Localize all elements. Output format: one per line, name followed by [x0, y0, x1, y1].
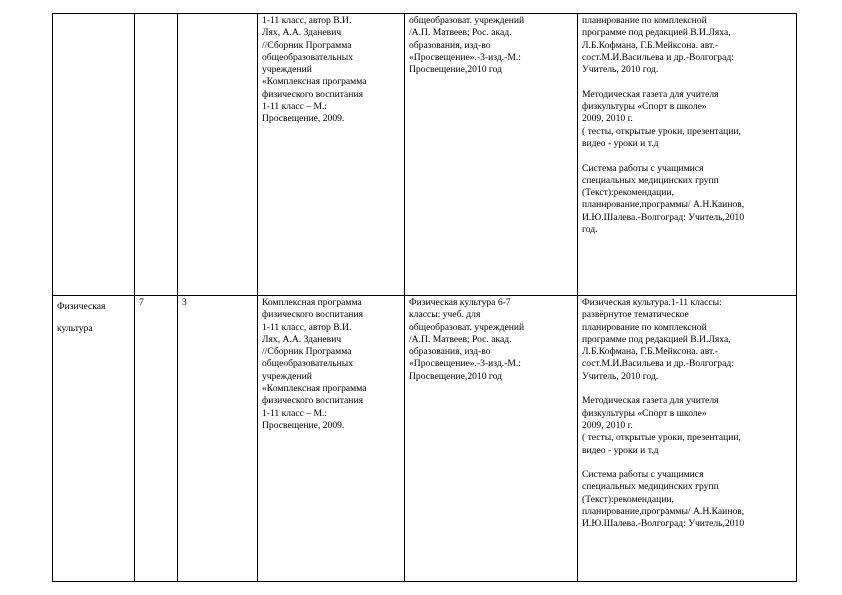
grade-value: 7 [139, 297, 144, 308]
materials-line: Система работы с учащимися [582, 162, 704, 174]
subject-line: культура [57, 323, 93, 334]
textbook-line: «Просвещение».-3-изд.-М.: [409, 358, 521, 370]
program-line: общеобразовательных [262, 51, 353, 63]
program-line: Просвещение, 2009. [262, 419, 345, 431]
program-line: Лях, А.А. Зданевич [262, 27, 342, 39]
materials-line: Л.Б.Кофмана, Г.Б.Мейксона. авт.- [582, 346, 719, 358]
materials-line: Физическая культура.1-11 классы: [582, 297, 722, 308]
materials-line: видео - уроки и т.д [582, 444, 659, 456]
program-line: физического воспитания [262, 395, 363, 407]
subject-line: Физическая [57, 301, 106, 312]
materials-line: специальных медицинских групп [582, 174, 719, 186]
textbook-line: /А.П. Матвеев; Рос. акад. [409, 333, 512, 345]
materials-line: физкультуры «Спорт в школе» [582, 101, 707, 113]
materials-line: Система работы с учащимися [582, 469, 704, 481]
grade-cell [135, 296, 178, 582]
textbook-line: Просвещение,2010 год [409, 64, 503, 76]
textbook-line: классы: учеб. для [409, 309, 481, 321]
table-row [53, 14, 797, 296]
subject-cell [53, 14, 135, 296]
textbook-line: Физическая культура 6-7 [409, 297, 511, 308]
materials-line: Л.Б.Кофмана, Г.Б.Мейксона. авт.- [582, 39, 719, 51]
textbook-line: общеобразоват. учреждений [409, 321, 525, 333]
materials-line: развёрнутое тематическое [582, 309, 689, 321]
program-line: учреждений [262, 370, 312, 382]
materials-cell [578, 296, 797, 582]
textbook-line: «Просвещение».-3-изд.-М.: [409, 51, 521, 63]
program-line: 1-11 класс, автор В.И. [262, 321, 352, 333]
materials-line: планирование по комплексной [582, 321, 707, 333]
materials-line: Методическая газета для учителя [582, 88, 719, 100]
materials-line [582, 76, 792, 88]
program-line: 1-11 класс – М.: [262, 407, 328, 419]
textbook-line: образования, изд-во [409, 346, 491, 358]
program-cell [258, 296, 405, 582]
materials-line [582, 457, 792, 469]
materials-line: ( тесты, открытые уроки, презентации, [582, 125, 741, 137]
materials-line: специальных медицинских групп [582, 481, 719, 493]
textbook-line: /А.П. Матвеев; Рос. акад. [409, 27, 512, 39]
materials-line: сост.М.И.Васильева и др.-Волгоград: [582, 358, 734, 370]
program-line: 1-11 класс – М.: [262, 101, 328, 113]
materials-line: 2009, 2010 г. [582, 419, 633, 431]
materials-line: программе под редакцией В.И.Ляха, [582, 333, 731, 345]
table-row [53, 296, 797, 582]
program-line: «Комплексная программа [262, 76, 367, 88]
materials-line: Методическая газета для учителя [582, 395, 719, 407]
program-line: общеобразовательных [262, 358, 353, 370]
hours-cell [178, 14, 258, 296]
materials-line: (Текст):рекомендации, [582, 493, 674, 505]
program-line: //Сборник Программа [262, 346, 352, 358]
materials-line: программе под редакцией В.И.Ляха, [582, 27, 731, 39]
materials-line: планирование по комплексной [582, 15, 707, 26]
program-cell [258, 14, 405, 296]
program-line: 1-11 класс, автор В.И. [262, 15, 352, 26]
materials-line: Учитель, 2010 год. [582, 64, 659, 76]
materials-line: видео - уроки и т.д [582, 137, 659, 149]
textbook-cell [405, 296, 578, 582]
textbook-line: образования, изд-во [409, 39, 491, 51]
subject-cell [53, 296, 135, 582]
program-line: физического воспитания [262, 309, 363, 321]
materials-line: Учитель, 2010 год. [582, 370, 659, 382]
table-body [53, 14, 797, 582]
hours-cell [178, 296, 258, 582]
grade-cell [135, 14, 178, 296]
textbook-cell [405, 14, 578, 296]
hours-value: 3 [182, 297, 187, 308]
program-line: //Сборник Программа [262, 39, 352, 51]
program-line: «Комплексная программа [262, 383, 367, 395]
materials-line: физкультуры «Спорт в школе» [582, 407, 707, 419]
materials-line: И.Ю.Шалева.-Волгоград: Учитель,2010 [582, 518, 745, 530]
program-line: Просвещение, 2009. [262, 113, 345, 125]
textbook-line: Просвещение,2010 год [409, 370, 503, 382]
materials-line: планирование,программы/ А.Н.Каинов, [582, 199, 745, 211]
materials-line: (Текст):рекомендации, [582, 187, 674, 199]
curriculum-table [52, 13, 797, 582]
program-line: Лях, А.А. Зданевич [262, 333, 342, 345]
materials-line: ( тесты, открытые уроки, презентации, [582, 432, 741, 444]
materials-line: 2009, 2010 г. [582, 113, 633, 125]
materials-line: год. [582, 224, 598, 236]
program-line: физического воспитания [262, 88, 363, 100]
program-line: Комплексная программа [262, 297, 362, 308]
materials-line: планирование,программы/ А.Н.Каинов, [582, 506, 745, 518]
materials-line [582, 150, 792, 162]
materials-line: И.Ю.Шалева.-Волгоград: Учитель,2010 [582, 211, 745, 223]
textbook-line: общеобразоват. учреждений [409, 15, 525, 26]
materials-line: сост.М.И.Васильева и др.-Волгоград: [582, 51, 734, 63]
materials-cell [578, 14, 797, 296]
program-line: учреждений [262, 64, 312, 76]
materials-line [582, 383, 792, 395]
